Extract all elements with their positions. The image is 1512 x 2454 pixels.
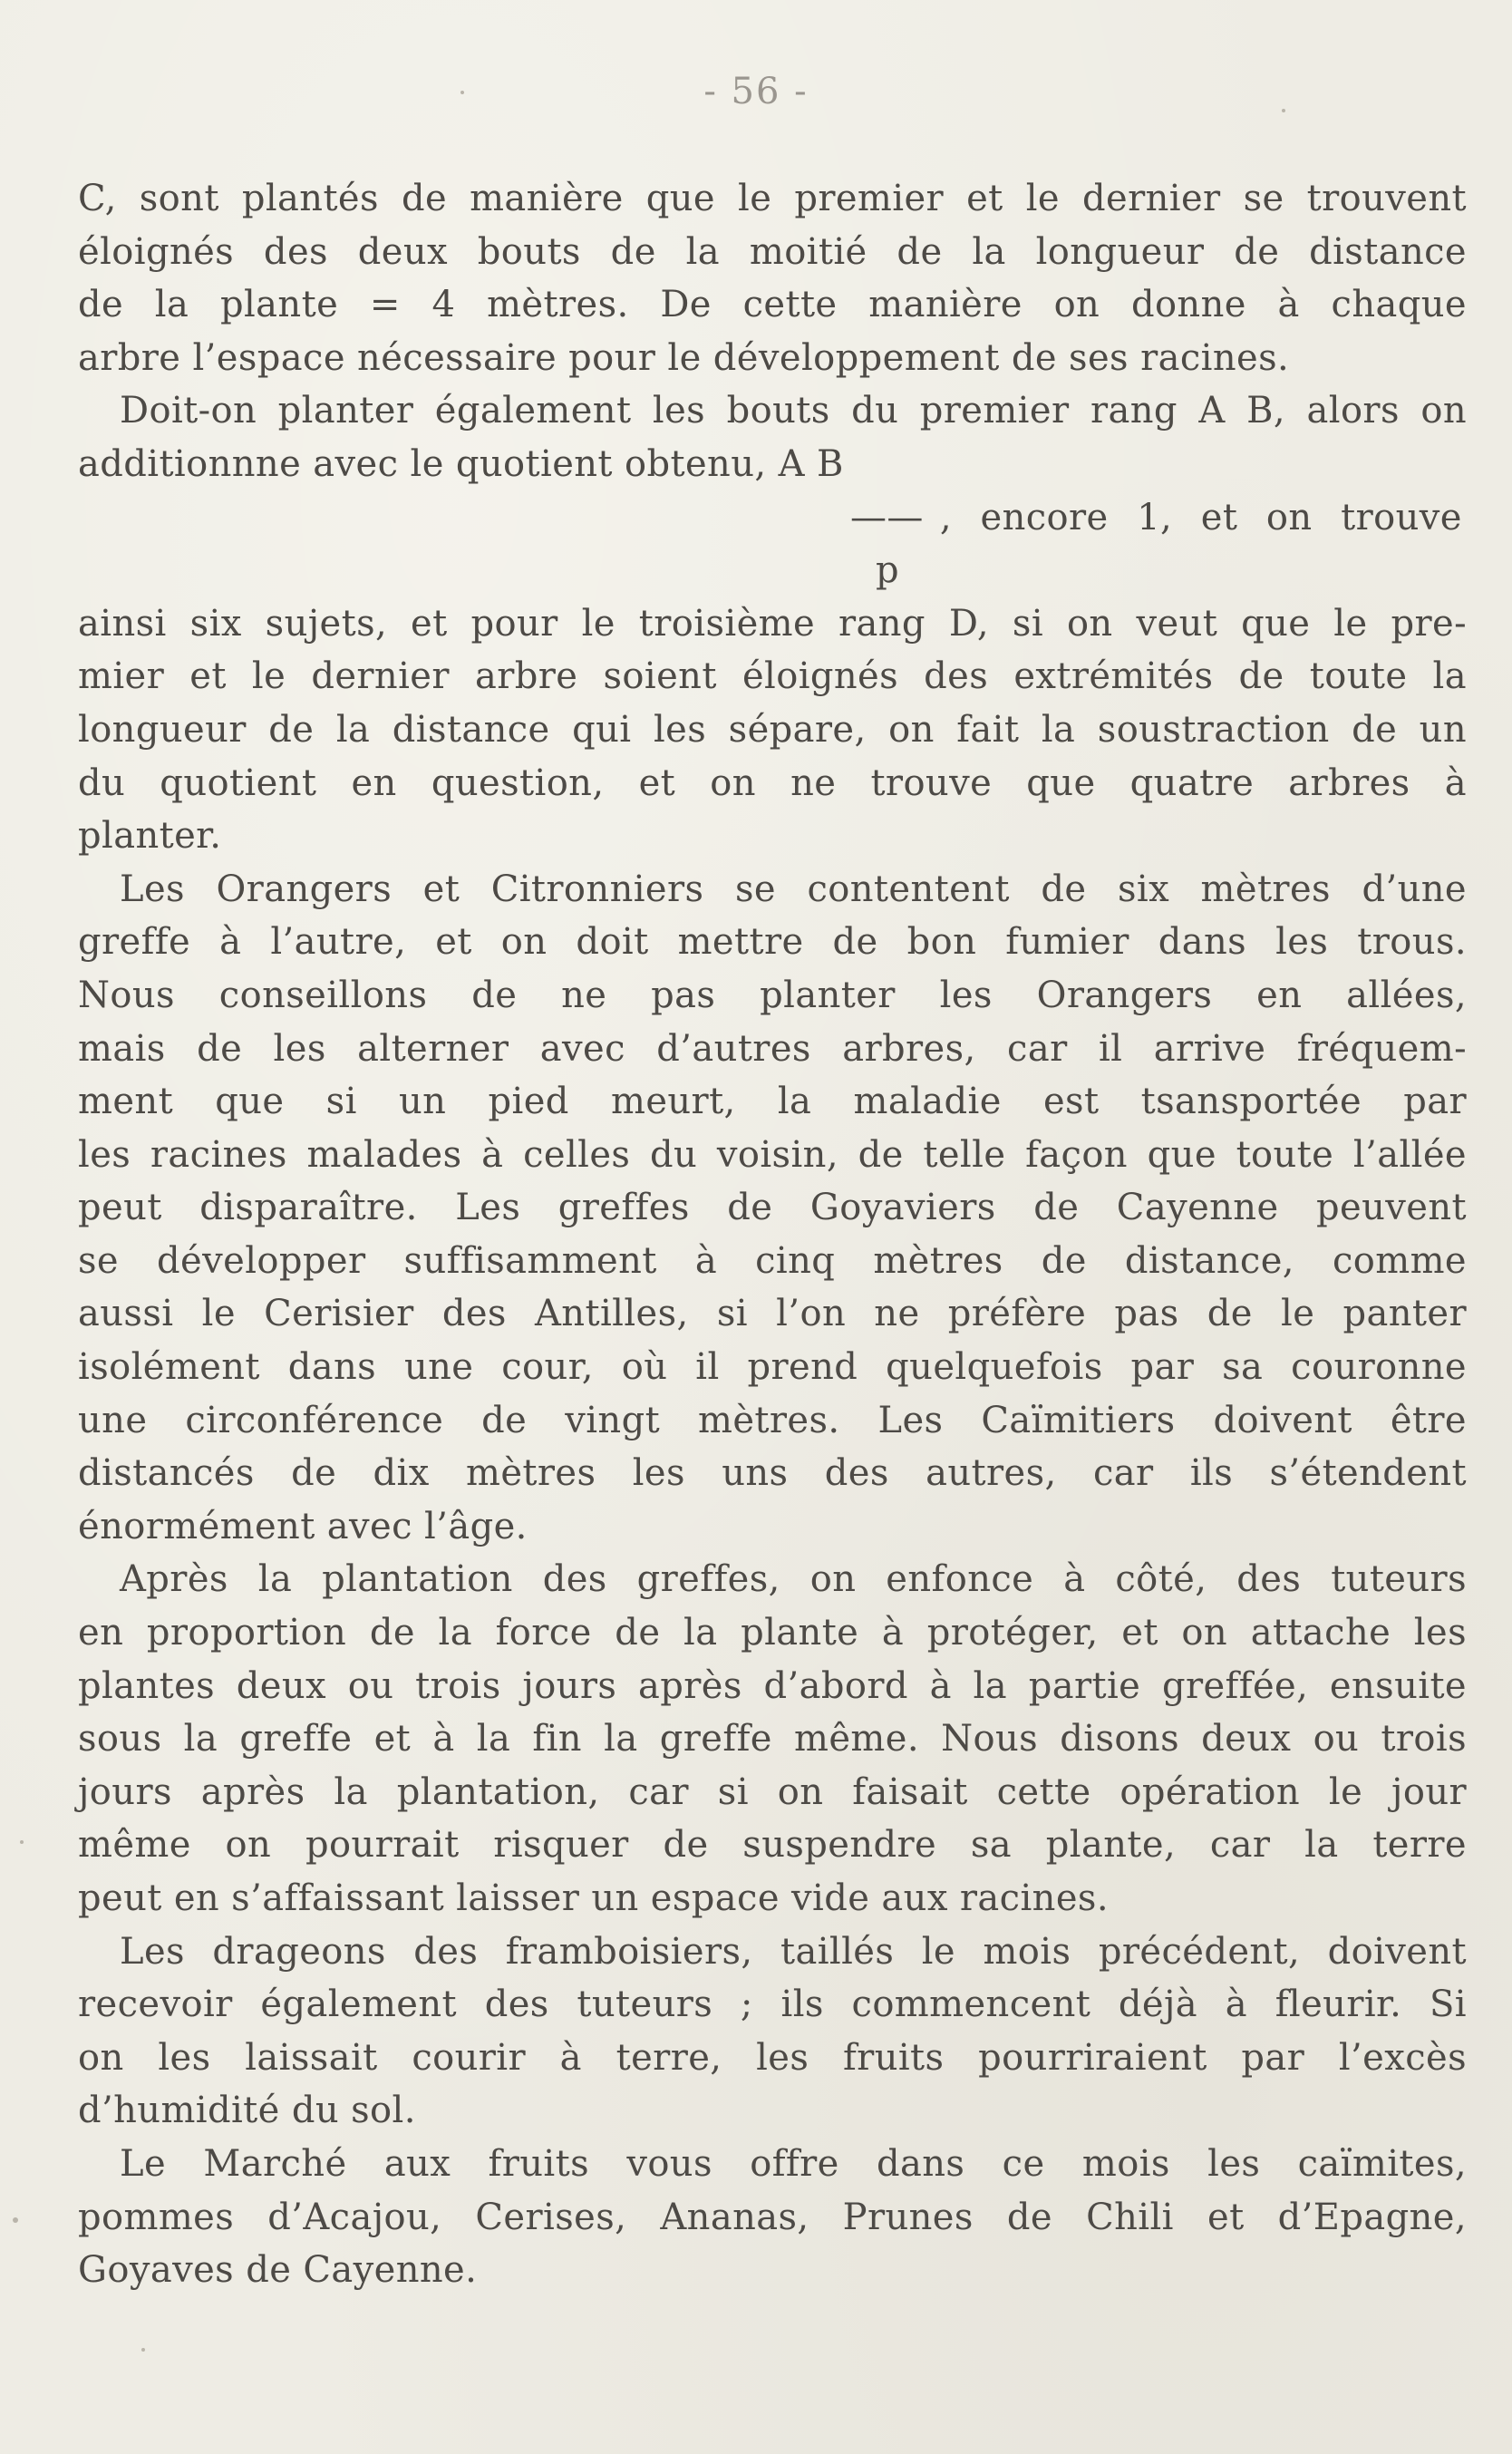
text-line: de la plante = 4 mètres. De cette manière on donne à chaque bbox=[78, 284, 1467, 326]
text-line: plantes deux ou trois jours après d’abord à la partie greffée, ensuite bbox=[78, 1664, 1467, 1707]
paragraph-start-line: Le Marché aux fruits vous offre dans ce mois les caïmites, bbox=[120, 2142, 1467, 2185]
paragraph-start-line: Les Orangers et Citronniers se contentent de six mètres d’une bbox=[120, 868, 1467, 910]
paper-speck bbox=[20, 1840, 24, 1844]
body-text bbox=[78, 172, 1467, 2297]
paper-speck bbox=[13, 2217, 18, 2223]
fraction-denominator: p bbox=[876, 549, 900, 592]
text-line: mais de les alterner avec d’autres arbres, car il arrive fréquem- bbox=[78, 1027, 1467, 1070]
paper-speck bbox=[460, 91, 464, 94]
paper-speck bbox=[141, 2348, 145, 2352]
text-line: une circonférence de vingt mètres. Les Caïmitiers doivent être bbox=[78, 1399, 1467, 1441]
text-line: greffe à l’autre, et on doit mettre de bon fumier dans les trous. bbox=[78, 921, 1467, 964]
text-line: ment que si un pied meurt, la maladie est tsansportée par bbox=[78, 1081, 1467, 1123]
text-line: les racines malades à celles du voisin, de telle façon que toute l’allée bbox=[78, 1133, 1467, 1176]
fraction-line bbox=[78, 491, 1467, 545]
text-line: planter. bbox=[78, 815, 222, 858]
text-line: énormément avec l’âge. bbox=[78, 1505, 528, 1547]
paragraph-start-line: Les drageons des framboisiers, taillés le mois précédent, doivent bbox=[120, 1930, 1467, 1973]
text-line: Nous conseillons de ne pas planter les Orangers en allées, bbox=[78, 974, 1467, 1016]
text-line: on les laissait courir à terre, les fruits pourriraient par l’excès bbox=[78, 2036, 1467, 2079]
text-line: en proportion de la force de la plante à protéger, et on attache les bbox=[78, 1612, 1467, 1654]
text-line: Goyaves de Cayenne. bbox=[78, 2249, 478, 2292]
text-line: ainsi six sujets, et pour le troisième rang D, si on veut que le pre- bbox=[78, 602, 1467, 645]
text-line: aussi le Cerisier des Antilles, si l’on ne préfère pas de le panter bbox=[78, 1293, 1467, 1335]
text-line: arbre l’espace nécessaire pour le développement de ses racines. bbox=[78, 336, 1290, 379]
text-line: longueur de la distance qui les sépare, on fait la soustraction de un bbox=[78, 708, 1467, 751]
fraction-continuation: , encore 1, et on trouve bbox=[939, 496, 1462, 538]
text-line: pommes d’Acajou, Cerises, Ananas, Prunes de Chili et d’Epagne, bbox=[78, 2196, 1467, 2238]
text-line: distancés de dix mètres les uns des autres, car ils s’étendent bbox=[78, 1452, 1467, 1495]
text-line: jours après la plantation, car si on faisait cette opération le jour bbox=[78, 1770, 1467, 1813]
paragraph-start-line: Doit-on planter également les bouts du premier rang A B, alors on bbox=[120, 390, 1467, 432]
text-line: du quotient en question, et on ne trouve que quatre arbres à bbox=[78, 761, 1467, 804]
text-line: C, sont plantés de manière que le premier et le dernier se trouvent bbox=[78, 178, 1467, 219]
text-line: éloignés des deux bouts de la moitié de la longueur de distance bbox=[78, 230, 1467, 273]
text-line: additionnne avec le quotient obtenu, A B bbox=[78, 442, 844, 485]
text-line: peut en s’affaissant laisser un espace vide aux racines. bbox=[78, 1877, 1109, 1919]
text-line: d’humidité du sol. bbox=[78, 2090, 416, 2132]
text-line: même on pourrait risquer de suspendre sa plante, car la terre bbox=[78, 1824, 1467, 1867]
page-number: - 56 - bbox=[703, 71, 809, 112]
text-line: sous la greffe et à la fin la greffe même. Nous disons deux ou trois bbox=[78, 1718, 1467, 1760]
text-line: se développer suffisamment à cinq mètres de distance, comme bbox=[78, 1239, 1467, 1282]
text-line: recevoir également des tuteurs ; ils commencent déjà à fleurir. Si bbox=[78, 1984, 1467, 2026]
paper-speck bbox=[1282, 109, 1285, 112]
fraction-bar: —— bbox=[850, 496, 924, 538]
text-line: isolément dans une cour, où il prend quelquefois par sa couronne bbox=[78, 1346, 1467, 1389]
text-line: mier et le dernier arbre soient éloignés des extrémités de toute la bbox=[78, 655, 1467, 698]
text-line: peut disparaître. Les greffes de Goyaviers de Cayenne peuvent bbox=[78, 1187, 1467, 1229]
paragraph-start-line: Après la plantation des greffes, on enfonce à côté, des tuteurs bbox=[120, 1558, 1467, 1601]
